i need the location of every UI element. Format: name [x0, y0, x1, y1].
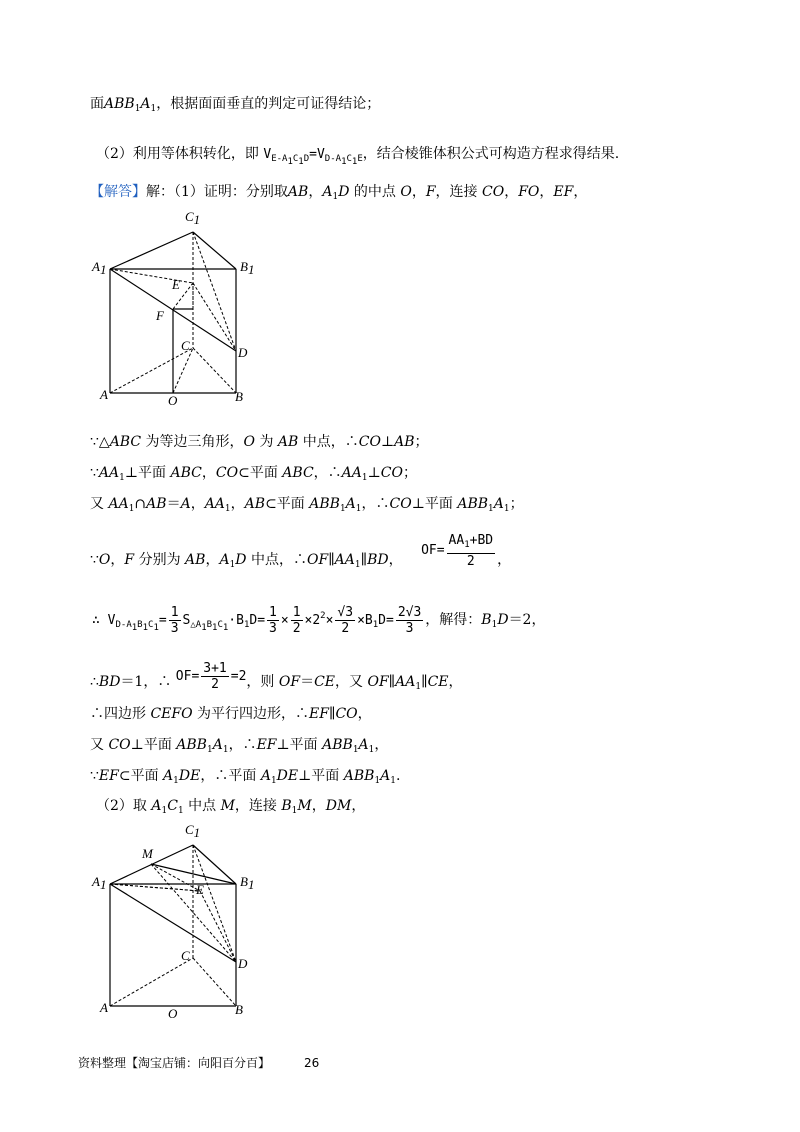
page-number: 26: [304, 1056, 320, 1070]
text-line-8: ∴ $V_{D-A_1B_1C_1}=$ $\frac{1}{3}$ $S_{\triangle A_1B_1C_1}\cdot B_1D=$ $\frac{1}{3}$ × $\frac{1}{2}$ $\times 2^2\times$ $\frac{√3}{2}$ $\times B_1D=$ $\frac{2√3}{3}$ ，解得：$B_1D=2$，: [92, 605, 546, 636]
text-line-7: ∵O，F 分别为 AB，$A_1D$ 中点，$\therefore OF\parallel AA_1\parallel BD$， OF= $\frac{AA_1+BD}{2}$ ，: [90, 532, 512, 570]
label-A1: A1: [92, 259, 107, 277]
label2-E: E: [196, 882, 204, 897]
label2-D: D: [238, 956, 248, 971]
label2-B1: B1: [240, 874, 255, 892]
text-line-11: 又 CO⊥平面 $ABB_1A_1$，∴EF⊥平面 $ABB_1A_1$，: [90, 737, 389, 755]
text-line-12: ∵EF⊂平面 $A_1DE$，∴平面 $A_1DE\perp$平面 $ABB_1A_1$.: [90, 768, 401, 786]
label-B: B: [235, 389, 243, 404]
answer-tag: 【解答】: [90, 184, 146, 200]
label-A: A: [100, 387, 108, 402]
text-line-9: ∴BD＝1，∴ OF= $\frac{3+1}{2}$ =2，则 OF＝CE，又 $OF\parallel AA_1\parallel CE$，: [90, 662, 463, 707]
text-line-3: 【解答】解：（1）证明：分别取AB，$A_1D$ 的中点 O，F，连接 CO，FO，EF，: [90, 184, 588, 202]
label-B1: B1: [240, 259, 255, 277]
text-line-1: 面$ABB_1A_1$，根据面面垂直的判定可证得结论；: [90, 96, 381, 114]
label2-A1: A1: [92, 874, 107, 892]
page-footer: [78, 1054, 319, 1071]
label2-B: B: [235, 1002, 243, 1017]
text-line-2: （2）利用等体积转化，即 $V_{E-A_1C_1D}=V_{D-A_1C_1E}$，结合棱锥体积公式可构造方程求得结果.: [96, 146, 620, 167]
formula-of-definition: OF= $\frac{AA_1+BD}{2}$: [421, 532, 494, 569]
formula-volume-calc: ∴ $V_{D-A_1B_1C_1}=$ $\frac{1}{3}$ $S_{\triangle A_1B_1C_1}\cdot B_1D=$ $\frac{1}{3}$ × $\frac{1}{2}$ $\times 2^2\times$ $\frac{√3}{2}$ $\times B_1D=$ $\frac{2√3}{3}$: [92, 605, 422, 636]
prism-figure-2: [88, 818, 278, 1028]
label-C: C: [181, 338, 190, 353]
text-line-13: （2）取 $A_1C_1$ 中点 M，连接 $B_1M$，DM，: [96, 798, 366, 816]
text-line-4: ∵△ABC 为等边三角形，O 为 AB 中点，∴CO⊥AB；: [90, 434, 429, 450]
formula-volume-equality: $V_{E-A_1C_1D}=V_{D-A_1C_1E}$: [263, 147, 363, 167]
label-D: D: [238, 345, 248, 360]
label-O: O: [168, 393, 178, 408]
footer-source: 资料整理【淘宝店铺：向阳百分百】: [78, 1056, 271, 1070]
text-line-5: $\because AA_1\perp$平面 ABC，CO⊂平面 ABC，$\therefore AA_1\perp CO$；: [90, 465, 417, 483]
label2-C1: C1: [185, 822, 201, 840]
text-line-6: 又 $AA_1\cap AB=A$，$AA_1$，AB⊂平面 $ABB_1A_1$，∴CO⊥平面 $ABB_1A_1$；: [90, 496, 524, 514]
text-line-10: ∴四边形 CEFO 为平行四边形，∴EF∥CO，: [90, 706, 372, 722]
label-F: F: [156, 308, 164, 323]
label-C1: C1: [185, 209, 201, 227]
label2-C: C: [181, 948, 190, 963]
label2-A: A: [100, 1000, 108, 1015]
label-E: E: [172, 277, 180, 292]
label2-O: O: [168, 1006, 178, 1021]
formula-of-value: OF= $\frac{3+1}{2}$ =2: [175, 661, 247, 692]
label2-M: M: [142, 846, 153, 861]
prism-figure-1: [88, 205, 278, 415]
